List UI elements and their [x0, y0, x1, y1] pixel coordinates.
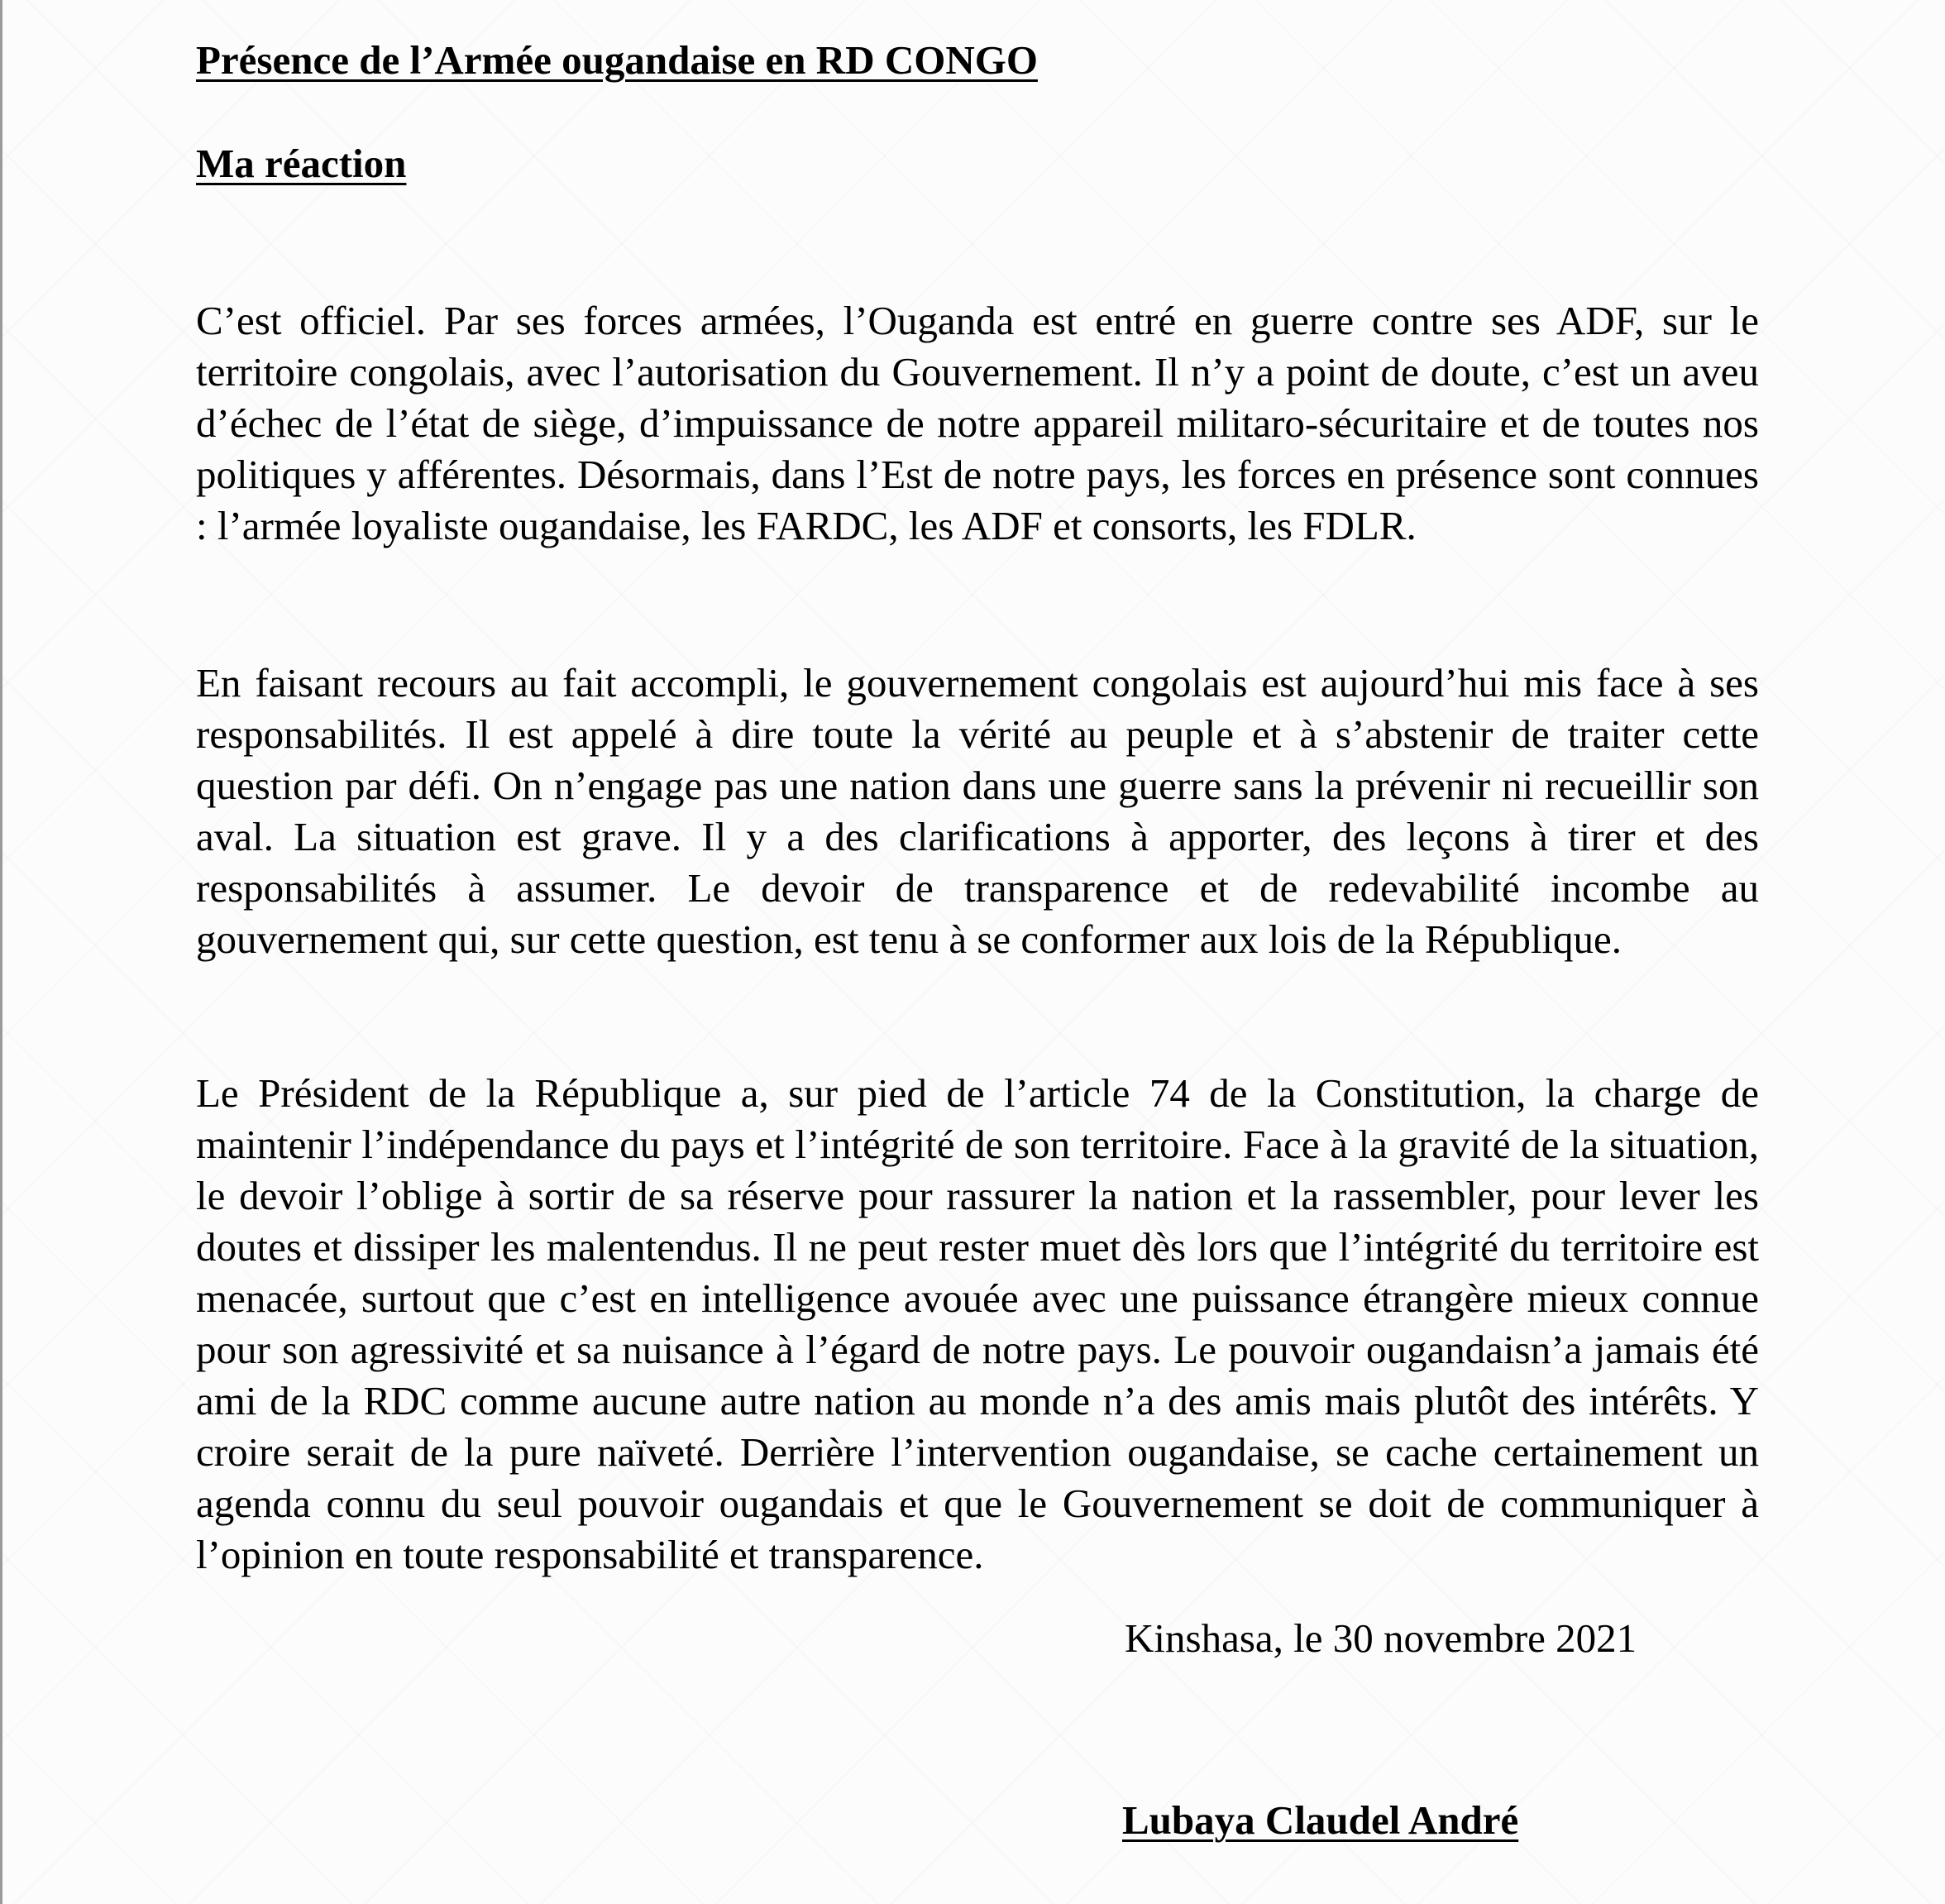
document-subtitle: Ma réaction [196, 141, 407, 186]
body-paragraph-3: Le Président de la République a, sur pied de l’article 74 de la Constitution, la charge de maintenir l’indépendance du pays et l’intégrité de son territoire. Face à la gravité de la situation, le devoir l’oblige à sortir de sa réserve pour rassurer la nation et la rassembler, pour lever les doutes et dissiper les malentendus. Il ne peut rester muet dès lors que l’intégrité du territoire est menacée, surtout que c’est en intelligence avouée avec une puissance étrangère mieux connue pour son agressivité et sa nuisance à l’égard de notre pays. Le pouvoir ougandaisn’a jamais été ami de la RDC comme aucune autre nation au monde n’a des amis mais plutôt des intérêts. Y croire serait de la pure naïveté. Derrière l’intervention ougandaise, se cache certainement un agenda connu du seul pouvoir ougandais et que le Gouvernement se doit de communiquer à l’opinion en toute responsabilité et transparence. [196, 1070, 1759, 1577]
dateline: Kinshasa, le 30 novembre 2021 [1125, 1615, 1637, 1661]
document-title: Présence de l’Armée ougandaise en RD CONGO [196, 37, 1038, 83]
signature-name: Lubaya Claudel André [1122, 1797, 1519, 1843]
body-paragraph-2: En faisant recours au fait accompli, le gouvernement congolais est aujourd’hui mis face à ses responsabilités. Il est appelé à dire toute la vérité au peuple et à s’abstenir de traiter cette question par défi. On n’engage pas une nation dans une guerre sans la prévenir ni recueillir son aval. La situation est grave. Il y a des clarifications à apporter, des leçons à tirer et des responsabilités à assumer. Le devoir de transparence et de redevabilité incombe au gouvernement qui, sur cette question, est tenu à se conformer aux lois de la République. [196, 660, 1759, 962]
body-paragraph-1: C’est officiel. Par ses forces armées, l’Ouganda est entré en guerre contre ses ADF, sur le territoire congolais, avec l’autorisation du Gouvernement. Il n’y a point de doute, c’est un aveu d’échec de l’état de siège, d’impuissance de notre appareil militaro-sécuritaire et de toutes nos politiques y afférentes. Désormais, dans l’Est de notre pays, les forces en présence sont connues : l’armée loyaliste ougandaise, les FARDC, les ADF et consorts, les FDLR. [196, 298, 1759, 548]
